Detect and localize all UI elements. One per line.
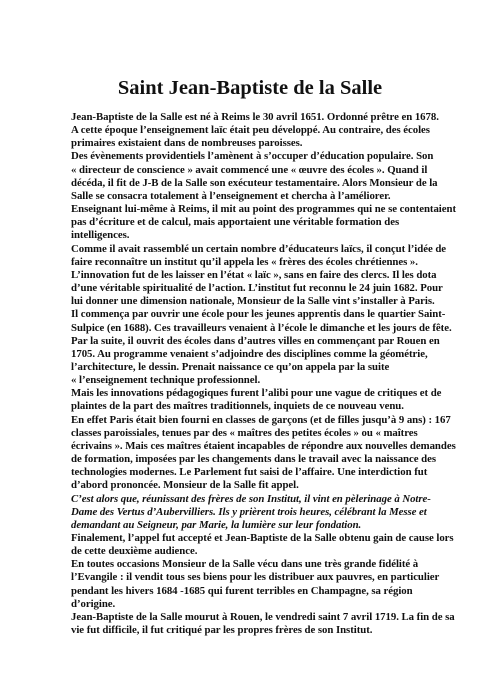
text-line: vie fut difficile, il fut critiqué par les propres frères de son Institut. [71,624,373,637]
text-line: technologies modernes. Le Parlement fut saisi de l’affaire. Une interdiction fut [71,466,428,479]
text-line: d’origine. [71,597,116,610]
text-line: Mais les innovations pédagogiques furent l’alibi pour une vague de critiques et de [71,387,442,400]
text-line: « directeur de conscience » avait commencé une « œuvre des écoles ». Quand il [71,163,428,176]
text-line: de cette deuxième audience. [71,545,198,558]
text-line: Des évènements providentiels l’amènent à s’occuper d’éducation populaire. Son [71,150,434,163]
text-line: plaintes de la part des maîtres traditionnels, inquiets de ce nouveau venu. [71,400,404,413]
italic-text-line: Dame des Vertus d’Aubervilliers. Ils y prièrent trois heures, célébrant la Messe et [71,505,427,518]
body-text [71,111,481,637]
text-line: pendant les hivers 1684 -1685 qui furent terribles en Champagne, sa région [71,584,413,597]
text-line: lui donner une dimension nationale, Monsieur de la Salle vint s’installer à Paris. [71,295,435,308]
text-line: intelligences. [71,229,130,242]
text-line: Jean-Baptiste de la Salle mourut à Rouen, le vendredi saint 7 avril 1719. La fin de sa [71,610,455,623]
italic-text-line: demandant au Seigneur, par Marie, la lumière sur leur fondation. [71,518,362,531]
page-title: Saint Jean-Baptiste de la Salle [117,77,383,99]
text-line: Sulpice (en 1688). Ces travailleurs venaient à l’école le dimanche et les jours de fête. [71,321,452,334]
text-line: Il commença par ouvrir une école pour les jeunes apprentis dans le quartier Saint- [71,308,446,321]
text-line: classes paroissiales, tenues par des « maîtres des petites écoles » ou « maîtres [71,426,418,439]
text-line: l’Evangile : il vendit tous ses biens pour les distribuer aux pauvres, en particulier [71,571,440,584]
text-line: Comme il avait rassemblé un certain nombre d’éducateurs laïcs, il conçut l’idée de [71,242,447,255]
text-line: En effet Paris était bien fourni en classes de garçons (et de filles jusqu’à 9 ans) : 167 [71,413,451,426]
text-line: l’architecture, le dessin. Prenait naissance ce qu’on appela par la suite [71,360,390,373]
text-line: Jean-Baptiste de la Salle est né à Reims le 30 avril 1651. Ordonné prêtre en 1678. [71,111,439,123]
text-line: L’innovation fut de les laisser en l’état « laïc », sans en faire des clercs. Il les dota [71,268,437,281]
text-line: Par la suite, il ouvrit des écoles dans d’autres villes en commençant par Rouen en [71,334,440,347]
text-line: d’abord prononcée. Monsieur de la Salle fit appel. [71,479,299,492]
text-line: primaires existaient dans de nombreuses paroisses. [71,137,303,150]
text-line: A cette époque l’enseignement laïc était peu développé. Au contraire, des écoles [71,124,430,137]
text-line: En toutes occasions Monsieur de la Salle vécu dans une très grande fidélité à [71,558,419,571]
text-line: d’une véritable spiritualité de l’action. L’institut fut reconnu le 24 juin 1682. Pour [71,282,443,295]
text-line: Salle se consacra totalement à l’enseignement et chercha à l’améliorer. [71,189,391,202]
text-line: « l’enseignement technique professionnel. [71,374,261,387]
text-line: de formation, imposées par les changements dans le travail avec la naissance des [71,453,436,466]
italic-text-line: C’est alors que, réunissant des frères de son Institut, il vint en pèlerinage à Notre- [71,492,431,505]
text-line: Enseignant lui-même à Reims, il mit au point des programmes qui ne se contentaient [71,203,456,216]
text-line: pas d’écriture et de calcul, mais apportaient une véritable formation des [71,216,400,229]
text-line: décéda, il fit de J-B de la Salle son exécuteur testamentaire. Alors Monsieur de la [71,176,438,189]
text-line: Finalement, l’appel fut accepté et Jean-Baptiste de la Salle obtenu gain de cause lors [71,532,454,544]
text-line: 1705. Au programme venaient s’adjoindre des disciplines comme la géométrie, [71,347,428,360]
text-line: faire reconnaître un institut qu’il appela les « frères des écoles chrétiennes ». [71,255,418,268]
text-line: écrivains ». Mais ces maîtres étaient incapables de répondre aux nouvelles demandes [71,439,456,452]
